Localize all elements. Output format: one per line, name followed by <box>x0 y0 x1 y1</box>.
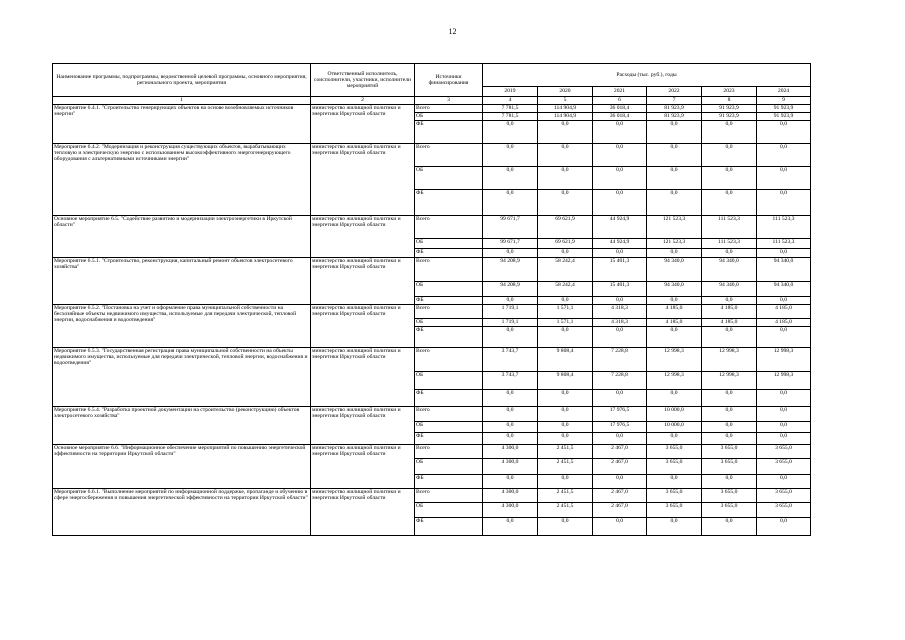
expense-value: 17 976,5 <box>593 422 647 433</box>
expense-value: 12 998,3 <box>647 372 702 390</box>
funding-source: ОБ <box>415 459 483 475</box>
expense-value: 4 185,0 <box>757 319 811 327</box>
expense-value: 58 242,4 <box>538 282 593 297</box>
row-name: Мероприятие 6.4.1. "Строительство генерирующих объектов на основе возобновляемых источников энергии" <box>53 105 311 144</box>
funding-source: ОБ <box>415 503 483 518</box>
expense-value: 0,0 <box>702 433 757 445</box>
expense-value: 0,0 <box>483 407 538 422</box>
table-row <box>53 305 811 319</box>
table-row <box>53 144 811 167</box>
expense-value: 0,0 <box>538 327 593 348</box>
expense-value: 2 451,5 <box>538 459 593 475</box>
expense-value: 69 621,9 <box>538 239 593 249</box>
expense-value: 0,0 <box>757 297 811 305</box>
expense-value: 0,0 <box>538 407 593 422</box>
expense-value: 0,0 <box>483 121 538 144</box>
expense-value: 0,0 <box>702 422 757 433</box>
expense-value: 58 242,4 <box>538 258 593 282</box>
header-expenses: Расходы (тыс. руб.), годы <box>483 64 811 87</box>
expense-value: 3 655,0 <box>647 445 702 459</box>
expense-value: 0,0 <box>538 297 593 305</box>
expense-value: 36 018,4 <box>593 105 647 113</box>
table-row <box>53 348 811 372</box>
expense-value: 4 185,0 <box>702 305 757 319</box>
table-row <box>53 407 811 422</box>
expense-value: 0,0 <box>647 249 702 258</box>
expense-value: 121 523,3 <box>647 216 702 239</box>
expense-value: 0,0 <box>757 433 811 445</box>
expense-value: 0,0 <box>538 475 593 489</box>
expense-value: 0,0 <box>483 167 538 190</box>
expense-value: 0,0 <box>702 190 757 216</box>
expense-value: 81 923,9 <box>647 113 702 121</box>
expense-value: 0,0 <box>538 144 593 167</box>
expense-value: 44 924,9 <box>593 216 647 239</box>
funding-source: Всего <box>415 105 483 113</box>
funding-source: ФБ <box>415 121 483 144</box>
expense-value: 3 655,0 <box>757 489 811 503</box>
funding-source: Всего <box>415 258 483 282</box>
expense-value: 2 467,0 <box>593 459 647 475</box>
budget-table <box>52 63 811 536</box>
funding-source: ФБ <box>415 518 483 536</box>
expense-value: 0,0 <box>593 390 647 407</box>
column-index: 1 <box>53 97 311 105</box>
expense-value: 94 208,9 <box>483 258 538 282</box>
row-executor: министерство жилищной политики и энергетики Иркутской области <box>311 407 415 445</box>
expense-value: 0,0 <box>702 144 757 167</box>
expense-value: 12 998,3 <box>702 372 757 390</box>
expense-value: 3 655,0 <box>647 489 702 503</box>
expense-value: 0,0 <box>483 327 538 348</box>
expense-value: 94 340,0 <box>647 258 702 282</box>
expense-value: 4 318,3 <box>593 319 647 327</box>
expense-value: 94 340,0 <box>757 258 811 282</box>
expense-value: 1 719,1 <box>483 305 538 319</box>
expense-value: 121 523,3 <box>647 239 702 249</box>
expense-value: 0,0 <box>538 518 593 536</box>
row-executor: министерство жилищной политики и энергетики Иркутской области <box>311 144 415 216</box>
expense-value: 0,0 <box>647 167 702 190</box>
row-executor: министерство жилищной политики и энергетики Иркутской области <box>311 258 415 305</box>
expense-value: 0,0 <box>702 518 757 536</box>
expense-value: 69 621,9 <box>538 216 593 239</box>
funding-source: ОБ <box>415 319 483 327</box>
expense-value: 94 340,0 <box>757 282 811 297</box>
row-name: Мероприятие 6.6.1. "Выполнение мероприятий по информационной поддержке, пропаганде и обучению в сфере энергосбережения и повышения энергетической эффективности на территории Иркутской области" <box>53 489 311 536</box>
expense-value: 3 655,0 <box>702 459 757 475</box>
expense-value: 4 185,0 <box>757 305 811 319</box>
expense-value: 0,0 <box>702 297 757 305</box>
expense-value: 0,0 <box>538 190 593 216</box>
expense-value: 81 923,9 <box>647 105 702 113</box>
expense-value: 94 340,0 <box>647 282 702 297</box>
expense-value: 2 451,5 <box>538 445 593 459</box>
table-row <box>53 445 811 459</box>
expense-value: 15 401,3 <box>593 258 647 282</box>
expense-value: 99 671,7 <box>483 239 538 249</box>
expense-value: 4 185,0 <box>647 305 702 319</box>
expense-value: 3 655,0 <box>702 503 757 518</box>
expense-value: 2 467,0 <box>593 503 647 518</box>
expense-value: 99 671,7 <box>483 216 538 239</box>
header-year: 2023 <box>702 87 757 97</box>
expense-value: 0,0 <box>647 297 702 305</box>
expense-value: 0,0 <box>538 422 593 433</box>
funding-source: ОБ <box>415 239 483 249</box>
funding-source: ФБ <box>415 327 483 348</box>
expense-value: 0,0 <box>483 518 538 536</box>
expense-value: 0,0 <box>538 390 593 407</box>
expense-value: 12 998,3 <box>757 348 811 372</box>
row-name: Основное мероприятие 6.6. "Информационное обеспечение мероприятий по повышению энергетической эффективности на территории Иркутской области" <box>53 445 311 489</box>
funding-source: ФБ <box>415 190 483 216</box>
expense-value: 3 655,0 <box>757 503 811 518</box>
expense-value: 3 655,0 <box>647 459 702 475</box>
expense-value: 0,0 <box>757 422 811 433</box>
expense-value: 4 300,0 <box>483 445 538 459</box>
expense-value: 36 018,4 <box>593 113 647 121</box>
column-index: 7 <box>647 97 702 105</box>
expense-value: 0,0 <box>593 327 647 348</box>
expense-value: 91 923,9 <box>702 105 757 113</box>
row-name: Мероприятие 6.5.4. "Разработка проектной документации на строительство (реконструкцию) объектов электросетевого хозяйства" <box>53 407 311 445</box>
row-executor: министерство жилищной политики и энергетики Иркутской области <box>311 216 415 258</box>
expense-value: 0,0 <box>593 297 647 305</box>
expense-value: 44 924,9 <box>593 239 647 249</box>
expense-value: 0,0 <box>757 518 811 536</box>
expense-value: 0,0 <box>483 249 538 258</box>
expense-value: 114 904,9 <box>538 113 593 121</box>
expense-value: 0,0 <box>483 297 538 305</box>
expense-value: 3 655,0 <box>702 489 757 503</box>
column-index: 6 <box>593 97 647 105</box>
funding-source: ФБ <box>415 390 483 407</box>
expense-value: 0,0 <box>538 167 593 190</box>
expense-value: 0,0 <box>757 121 811 144</box>
expense-value: 91 923,9 <box>757 113 811 121</box>
expense-value: 91 923,9 <box>757 105 811 113</box>
expense-value: 0,0 <box>538 433 593 445</box>
table-row <box>53 489 811 503</box>
row-name: Основное мероприятие 6.5. "Содействие развитию и модернизации электроэнергетики в Иркутской области" <box>53 216 311 258</box>
header-source: Источники финансирования <box>415 64 483 97</box>
expense-value: 4 300,0 <box>483 503 538 518</box>
expense-value: 0,0 <box>593 144 647 167</box>
expense-value: 94 340,0 <box>702 258 757 282</box>
table-body <box>53 105 811 536</box>
expense-value: 7 228,8 <box>593 348 647 372</box>
expense-value: 7 781,5 <box>483 113 538 121</box>
expense-value: 0,0 <box>593 433 647 445</box>
expense-value: 10 000,0 <box>647 422 702 433</box>
funding-source: ФБ <box>415 249 483 258</box>
expense-value: 12 998,3 <box>647 348 702 372</box>
expense-value: 94 208,9 <box>483 282 538 297</box>
table-row <box>53 216 811 239</box>
funding-source: ОБ <box>415 422 483 433</box>
expense-value: 4 300,0 <box>483 489 538 503</box>
expense-value: 3 655,0 <box>757 459 811 475</box>
funding-source: ФБ <box>415 475 483 489</box>
expense-value: 0,0 <box>757 407 811 422</box>
expense-value: 0,0 <box>702 327 757 348</box>
row-executor: министерство жилищной политики и энергетики Иркутской области <box>311 445 415 489</box>
expense-value: 1 571,1 <box>538 319 593 327</box>
expense-value: 0,0 <box>593 121 647 144</box>
expense-value: 4 185,0 <box>647 319 702 327</box>
column-index: 2 <box>311 97 415 105</box>
row-executor: министерство жилищной политики и энергетики Иркутской области <box>311 105 415 144</box>
funding-source: ФБ <box>415 433 483 445</box>
column-index: 8 <box>702 97 757 105</box>
expense-value: 0,0 <box>483 422 538 433</box>
expense-value: 0,0 <box>757 390 811 407</box>
funding-source: Всего <box>415 216 483 239</box>
expense-value: 0,0 <box>483 475 538 489</box>
expense-value: 111 523,3 <box>757 239 811 249</box>
funding-source: Всего <box>415 305 483 319</box>
expense-value: 0,0 <box>702 390 757 407</box>
expense-value: 9 808,4 <box>538 348 593 372</box>
expense-value: 4 185,0 <box>702 319 757 327</box>
expense-value: 0,0 <box>647 121 702 144</box>
expense-value: 0,0 <box>702 121 757 144</box>
funding-source: ОБ <box>415 372 483 390</box>
expense-value: 0,0 <box>757 144 811 167</box>
expense-value: 2 467,0 <box>593 489 647 503</box>
expense-value: 3 743,7 <box>483 348 538 372</box>
table-row <box>53 105 811 113</box>
expense-value: 0,0 <box>483 433 538 445</box>
expense-value: 12 998,3 <box>757 372 811 390</box>
expense-value: 0,0 <box>702 249 757 258</box>
expense-value: 0,0 <box>593 249 647 258</box>
expense-value: 94 340,0 <box>702 282 757 297</box>
funding-source: Всего <box>415 407 483 422</box>
expense-value: 3 655,0 <box>647 503 702 518</box>
row-executor: министерство жилищной политики и энергетики Иркутской области <box>311 489 415 536</box>
row-name: Мероприятие 6.5.2. "Постановка на учет и оформление права муниципальной собственности на бесхозяйные объекты недвижимого имущества, используемые для передачи электрической, тепловой энергии, водоснабжения и водоотведения" <box>53 305 311 348</box>
expense-value: 15 401,3 <box>593 282 647 297</box>
expense-value: 111 523,3 <box>702 239 757 249</box>
expense-value: 0,0 <box>702 475 757 489</box>
expense-value: 0,0 <box>483 390 538 407</box>
expense-value: 0,0 <box>593 190 647 216</box>
funding-source: ОБ <box>415 167 483 190</box>
expense-value: 0,0 <box>647 475 702 489</box>
expense-value: 0,0 <box>647 144 702 167</box>
expense-value: 4 300,0 <box>483 459 538 475</box>
header-year: 2022 <box>647 87 702 97</box>
header-year: 2019 <box>483 87 538 97</box>
header-name: Наименование программы, подпрограммы, ведомственной целевой программы, основного мероприятия, регионального проекта, мероприятия <box>53 64 311 97</box>
expense-value: 0,0 <box>757 167 811 190</box>
column-index: 4 <box>483 97 538 105</box>
expense-value: 3 655,0 <box>702 445 757 459</box>
page-number: 12 <box>448 27 457 36</box>
expense-value: 12 998,3 <box>702 348 757 372</box>
expense-value: 0,0 <box>647 327 702 348</box>
expense-value: 2 451,5 <box>538 503 593 518</box>
expense-value: 0,0 <box>593 518 647 536</box>
expense-value: 3 743,7 <box>483 372 538 390</box>
expense-value: 0,0 <box>647 518 702 536</box>
header-executor: Ответственный исполнитель, соисполнители, участники, исполнители мероприятий <box>311 64 415 97</box>
expense-value: 4 318,3 <box>593 305 647 319</box>
header-year: 2020 <box>538 87 593 97</box>
expense-value: 111 523,3 <box>702 216 757 239</box>
expense-value: 17 976,5 <box>593 407 647 422</box>
funding-source: ОБ <box>415 113 483 121</box>
expense-value: 0,0 <box>647 190 702 216</box>
header-year: 2024 <box>757 87 811 97</box>
expense-value: 2 451,5 <box>538 489 593 503</box>
expense-value: 114 904,9 <box>538 105 593 113</box>
expense-value: 1 719,1 <box>483 319 538 327</box>
table-row <box>53 258 811 282</box>
expense-value: 111 523,3 <box>757 216 811 239</box>
expense-value: 0,0 <box>538 121 593 144</box>
expense-value: 0,0 <box>593 475 647 489</box>
expense-value: 0,0 <box>483 190 538 216</box>
expense-value: 0,0 <box>757 249 811 258</box>
expense-value: 0,0 <box>593 167 647 190</box>
expense-value: 0,0 <box>647 390 702 407</box>
expense-value: 7 228,8 <box>593 372 647 390</box>
funding-source: ОБ <box>415 282 483 297</box>
expense-value: 0,0 <box>757 190 811 216</box>
row-executor: министерство жилищной политики и энергетики Иркутской области <box>311 305 415 348</box>
expense-value: 0,0 <box>483 144 538 167</box>
expense-value: 3 655,0 <box>757 445 811 459</box>
funding-source: Всего <box>415 445 483 459</box>
expense-value: 9 808,4 <box>538 372 593 390</box>
expense-value: 0,0 <box>647 433 702 445</box>
expense-value: 91 923,9 <box>702 113 757 121</box>
funding-source: Всего <box>415 348 483 372</box>
column-index: 5 <box>538 97 593 105</box>
expense-value: 2 467,0 <box>593 445 647 459</box>
row-name: Мероприятие 6.5.3. "Государственная регистрация права муниципальной собственности на объекты недвижимого имущества, используемые для передачи электрической, тепловой энергии, водоснабжения и водоотведения" <box>53 348 311 407</box>
expense-value: 0,0 <box>702 167 757 190</box>
funding-source: ФБ <box>415 297 483 305</box>
row-name: Мероприятие 6.4.2. "Модернизация и реконструкция существующих объектов, вырабатывающих тепловую и электрическую энергию с использованием высокоэффективного энергогенерирующего оборудования с альтернативными источниками энергии" <box>53 144 311 216</box>
funding-source: Всего <box>415 144 483 167</box>
expense-value: 0,0 <box>757 327 811 348</box>
column-index: 9 <box>757 97 811 105</box>
expense-value: 7 781,5 <box>483 105 538 113</box>
column-index-row <box>53 97 811 105</box>
column-index: 3 <box>415 97 483 105</box>
header-year: 2021 <box>593 87 647 97</box>
row-name: Мероприятие 6.5.1. "Строительство, реконструкция, капитальный ремонт объектов электросетевого хозяйства" <box>53 258 311 305</box>
expense-value: 0,0 <box>757 475 811 489</box>
expense-value: 0,0 <box>702 407 757 422</box>
expense-value: 1 571,1 <box>538 305 593 319</box>
expense-value: 0,0 <box>538 249 593 258</box>
funding-source: Всего <box>415 489 483 503</box>
row-executor: министерство жилищной политики и энергетики Иркутской области <box>311 348 415 407</box>
expense-value: 10 000,0 <box>647 407 702 422</box>
